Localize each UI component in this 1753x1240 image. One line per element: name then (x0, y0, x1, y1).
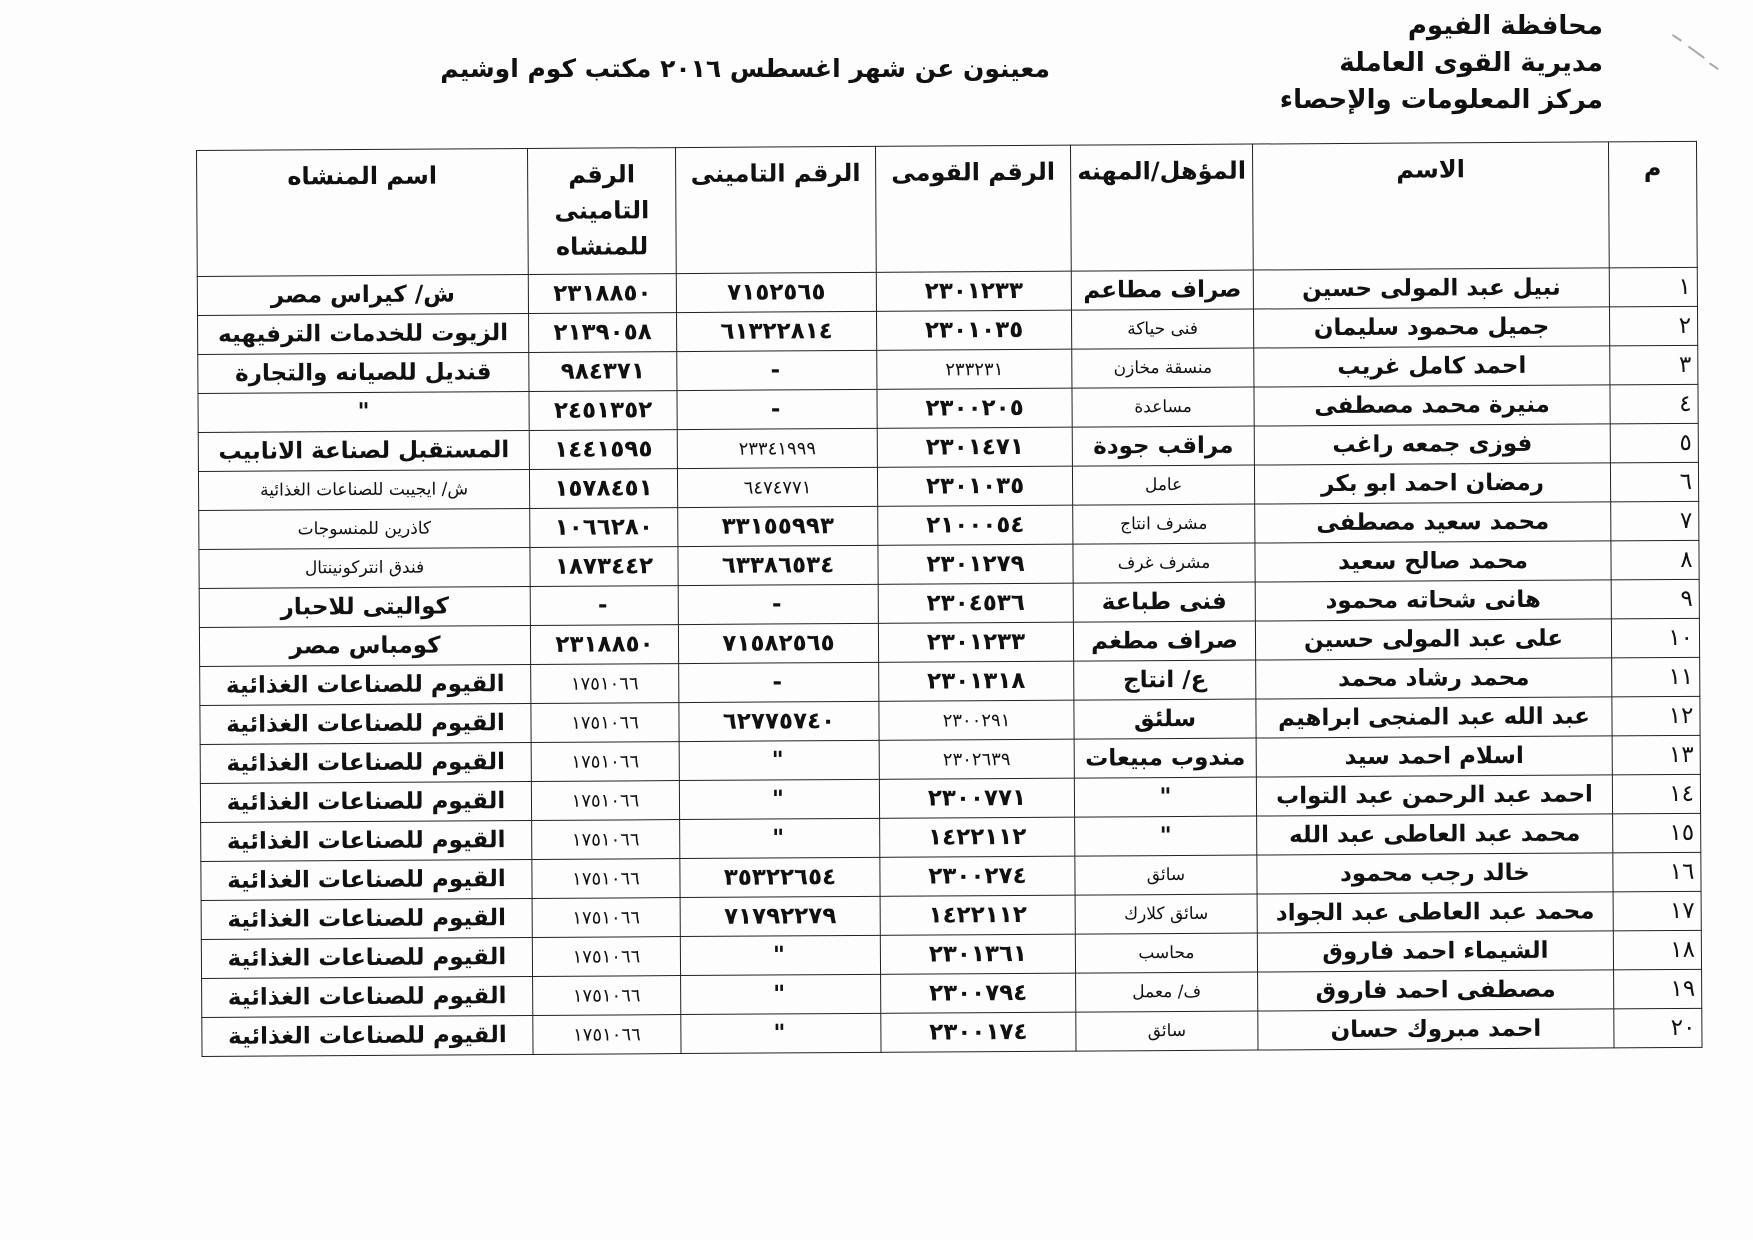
cell-idx: ٨ (1611, 540, 1699, 580)
cell-national-id: ١٤٢٢١١٢ (880, 895, 1075, 935)
cell-job: مندوب مبيعات (1074, 738, 1256, 778)
cell-job: عامل (1072, 465, 1254, 505)
cell-job: مساعدة (1072, 387, 1254, 427)
cell-est-insurance-no: ١٧٥١٠٦٦ (531, 781, 679, 821)
cell-name: الشيماء احمد فاروق (1257, 931, 1613, 972)
cell-national-id: ٢١٠٠٠٥٤ (878, 505, 1073, 545)
cell-establishment: القيوم للصناعات الغذائية (202, 976, 533, 1017)
cell-idx: ١٢ (1612, 696, 1700, 736)
cell-est-insurance-no: ١٧٥١٠٦٦ (531, 742, 679, 782)
cell-est-insurance-no: ١٨٧٣٤٤٢ (530, 547, 678, 587)
cell-job: سائق (1076, 1011, 1258, 1051)
cell-idx: ٢ (1609, 306, 1697, 346)
cell-insurance-no: ٧١٥٨٢٥٦٥ (678, 623, 878, 663)
cell-national-id: ٢٣٠١٢٣٣ (876, 271, 1071, 311)
cell-establishment: كومباس مصر (199, 625, 530, 666)
cell-establishment: المستقبل لصناعة الانابيب (198, 430, 529, 471)
cell-name: رمضان احمد ابو بكر (1254, 463, 1610, 504)
col-header-insurance-no: الرقم التامينى (675, 146, 876, 273)
cell-national-id: ١٤٢٢١١٢ (880, 817, 1075, 857)
col-header-idx: م (1608, 141, 1697, 268)
cell-insurance-no: ٦١٣٢٢٨١٤ (677, 311, 877, 351)
cell-job: سلئق (1074, 699, 1256, 739)
cell-insurance-no: " (680, 818, 880, 858)
cell-national-id: ٢٣٠٠١٧٤ (881, 1012, 1076, 1052)
cell-name: محمد عبد العاطى عبد الله (1257, 814, 1613, 855)
cell-est-insurance-no: ٢٤٥١٣٥٢ (529, 391, 677, 431)
cell-establishment: الزيوت للخدمات الترفيهيه (198, 313, 529, 354)
cell-est-insurance-no: ٢٣١٨٨٥٠ (530, 625, 678, 665)
cell-insurance-no: " (680, 935, 880, 975)
cell-idx: ٣ (1610, 345, 1698, 385)
cell-job: محاسب (1075, 933, 1257, 973)
cell-national-id: ٢٣٣٢٣١ (877, 349, 1072, 389)
cell-insurance-no: - (677, 389, 877, 429)
cell-national-id: ٢٣٠١٠٣٥ (877, 466, 1072, 506)
cell-job: صراف مطاعم (1071, 270, 1253, 310)
cell-idx: ٧ (1611, 501, 1699, 541)
cell-national-id: ٢٣٠٠٧٧١ (879, 778, 1074, 818)
cell-job: " (1074, 777, 1256, 817)
cell-national-id: ٢٣٠١٤٧١ (877, 427, 1072, 467)
workers-table (196, 141, 1703, 1057)
cell-name: محمد صالح سعيد (1255, 541, 1611, 582)
cell-national-id: ٢٣٠١٢٧٩ (878, 544, 1073, 584)
cell-insurance-no: " (681, 1013, 881, 1053)
cell-establishment: ش/ كيراس مصر (197, 274, 528, 315)
col-header-est-insurance-no: الرقم التامينى للمنشاه (527, 148, 676, 275)
cell-job: منسقة مخازن (1072, 348, 1254, 388)
cell-idx: ١٨ (1613, 930, 1701, 970)
cell-est-insurance-no: ١٧٥١٠٦٦ (532, 898, 680, 938)
cell-establishment: القيوم للصناعات الغذائية (200, 742, 531, 783)
cell-est-insurance-no: ١٧٥١٠٦٦ (532, 820, 680, 860)
cell-establishment: كواليتى للاحبار (199, 586, 530, 627)
cell-name: فوزى جمعه راغب (1254, 424, 1610, 465)
cell-est-insurance-no: ١٧٥١٠٦٦ (533, 1015, 681, 1055)
cell-job: مراقب جودة (1072, 426, 1254, 466)
cell-establishment: القيوم للصناعات الغذائية (200, 703, 531, 744)
cell-establishment: " (198, 391, 529, 432)
cell-insurance-no: ٦٢٧٧٥٧٤٠ (679, 701, 879, 741)
cell-insurance-no: ٢٣٣٤١٩٩٩ (677, 428, 877, 468)
cell-idx: ١٩ (1614, 969, 1702, 1009)
cell-establishment: القيوم للصناعات الغذائية (201, 820, 532, 861)
cell-job: مشرف غرف (1073, 543, 1255, 583)
cell-est-insurance-no: ١٠٦٦٢٨٠ (530, 508, 678, 548)
cell-establishment: القيوم للصناعات الغذائية (202, 1015, 533, 1056)
governorate-line: محافظة الفيوم (1407, 11, 1603, 41)
cell-idx: ١٦ (1613, 852, 1701, 892)
cell-insurance-no: ٦٣٣٨٦٥٣٤ (678, 545, 878, 585)
cell-name: مصطفى احمد فاروق (1258, 970, 1614, 1011)
cell-est-insurance-no: ١٥٧٨٤٥١ (529, 469, 677, 509)
cell-establishment: فندق انتركونينتال (199, 547, 530, 588)
cell-idx: ١ (1609, 267, 1697, 307)
cell-name: منيرة محمد مصطفى (1254, 385, 1610, 426)
cell-est-insurance-no: ١٧٥١٠٦٦ (531, 664, 679, 704)
cell-job: فنى حياكة (1071, 309, 1253, 349)
cell-insurance-no: " (679, 740, 879, 780)
cell-est-insurance-no: ١٧٥١٠٦٦ (532, 859, 680, 899)
cell-establishment: القيوم للصناعات الغذائية (200, 781, 531, 822)
cell-idx: ٤ (1610, 384, 1698, 424)
cell-insurance-no: " (681, 974, 881, 1014)
cell-name: محمد رشاد محمد (1256, 658, 1612, 699)
cell-national-id: ٢٣٠٢٦٣٩ (879, 739, 1074, 779)
cell-job: ع/ انتاج (1074, 660, 1256, 700)
cell-insurance-no: ٧١٥٢٥٦٥ (676, 272, 876, 312)
pen-mark-icon (1661, 28, 1728, 80)
cell-national-id: ٢٣٠١٣١٨ (879, 661, 1074, 701)
cell-est-insurance-no: ٢٣١٨٨٥٠ (528, 274, 676, 314)
cell-insurance-no: ٣٥٣٢٢٦٥٤ (680, 857, 880, 897)
cell-job: " (1075, 816, 1257, 856)
cell-national-id: ٢٣٠١٢٣٣ (878, 622, 1073, 662)
cell-idx: ٦ (1610, 462, 1698, 502)
cell-est-insurance-no: ٢١٣٩٠٥٨ (529, 313, 677, 353)
cell-national-id: ٢٣٠٠٢٧٤ (880, 856, 1075, 896)
col-header-establishment: اسم المنشاه (197, 148, 529, 276)
col-header-national-id: الرقم القومى (875, 145, 1071, 272)
cell-insurance-no: " (679, 779, 879, 819)
cell-insurance-no: ٣٣١٥٥٩٩٣ (678, 506, 878, 546)
table-row (202, 1008, 1702, 1056)
cell-est-insurance-no: ١٤٤١٥٩٥ (529, 430, 677, 470)
cell-idx: ١١ (1612, 657, 1700, 697)
cell-idx: ٢٠ (1614, 1008, 1702, 1048)
cell-idx: ١٧ (1613, 891, 1701, 931)
cell-establishment: القيوم للصناعات الغذائية (201, 859, 532, 900)
cell-est-insurance-no: ٩٨٤٣٧١ (529, 352, 677, 392)
cell-est-insurance-no: ١٧٥١٠٦٦ (532, 937, 680, 977)
cell-idx: ١٠ (1611, 618, 1699, 658)
table-header-row (197, 141, 1698, 276)
cell-name: عبد الله عبد المنجى ابراهيم (1256, 697, 1612, 738)
cell-job: ف/ معمل (1076, 972, 1258, 1012)
page-title: معينون عن شهر اغسطس ٢٠١٦ مكتب كوم اوشيم (440, 54, 1050, 83)
cell-insurance-no: ٧١٧٩٢٢٧٩ (680, 896, 880, 936)
cell-idx: ١٤ (1612, 774, 1700, 814)
cell-national-id: ٢٣٠٠٧٩٤ (881, 973, 1076, 1013)
cell-insurance-no: - (679, 662, 879, 702)
cell-idx: ١٣ (1612, 735, 1700, 775)
center-line: مركز المعلومات والإحصاء (1279, 85, 1603, 115)
cell-national-id: ٢٣٠١٠٣٥ (876, 310, 1071, 350)
col-header-name: الاسم (1252, 142, 1609, 270)
col-header-job: المؤهل/المهنه (1070, 144, 1253, 271)
cell-name: جميل محمود سليمان (1253, 307, 1609, 348)
cell-job: سائق (1075, 855, 1257, 895)
cell-idx: ٥ (1610, 423, 1698, 463)
cell-name: محمد عبد العاطى عبد الجواد (1257, 892, 1613, 933)
cell-name: محمد سعيد مصطفى (1255, 502, 1611, 543)
directorate-line: مديرية القوى العاملة (1339, 48, 1603, 78)
cell-job: صراف مطغم (1073, 621, 1255, 661)
cell-job: سائق كلارك (1075, 894, 1257, 934)
cell-est-insurance-no: ١٧٥١٠٦٦ (533, 976, 681, 1016)
cell-name: اسلام احمد سيد (1256, 736, 1612, 777)
cell-name: على عبد المولى حسين (1255, 619, 1611, 660)
cell-establishment: قنديل للصيانه والتجارة (198, 352, 529, 393)
cell-name: نبيل عبد المولى حسين (1253, 268, 1609, 309)
cell-idx: ١٥ (1613, 813, 1701, 853)
cell-establishment: ش/ ايجيبت للصناعات الغذائية (198, 469, 529, 510)
letterhead (1280, 8, 1603, 119)
cell-establishment: القيوم للصناعات الغذائية (200, 664, 531, 705)
cell-est-insurance-no: - (530, 586, 678, 626)
cell-national-id: ٢٣٠٠٢٩١ (879, 700, 1074, 740)
workers-table-container (196, 141, 1702, 1057)
cell-name: خالد رجب محمود (1257, 853, 1613, 894)
cell-national-id: ٢٣٠٤٥٣٦ (878, 583, 1073, 623)
cell-est-insurance-no: ١٧٥١٠٦٦ (531, 703, 679, 743)
cell-job: مشرف انتاج (1073, 504, 1255, 544)
cell-insurance-no: - (677, 350, 877, 390)
cell-idx: ٩ (1611, 579, 1699, 619)
cell-name: احمد مبروك حسان (1258, 1009, 1614, 1050)
cell-national-id: ٢٣٠٠٢٠٥ (877, 388, 1072, 428)
cell-insurance-no: ٦٤٧٤٧٧١ (677, 467, 877, 507)
cell-name: احمد كامل غريب (1254, 346, 1610, 387)
cell-establishment: القيوم للصناعات الغذائية (201, 898, 532, 939)
cell-national-id: ٢٣٠١٣٦١ (880, 934, 1075, 974)
cell-name: احمد عبد الرحمن عبد التواب (1256, 775, 1612, 816)
cell-job: فنى طباعة (1073, 582, 1255, 622)
cell-insurance-no: - (678, 584, 878, 624)
cell-establishment: كاذرين للمنسوجات (199, 508, 530, 549)
cell-establishment: القيوم للصناعات الغذائية (201, 937, 532, 978)
cell-name: هانى شحاته محمود (1255, 580, 1611, 621)
